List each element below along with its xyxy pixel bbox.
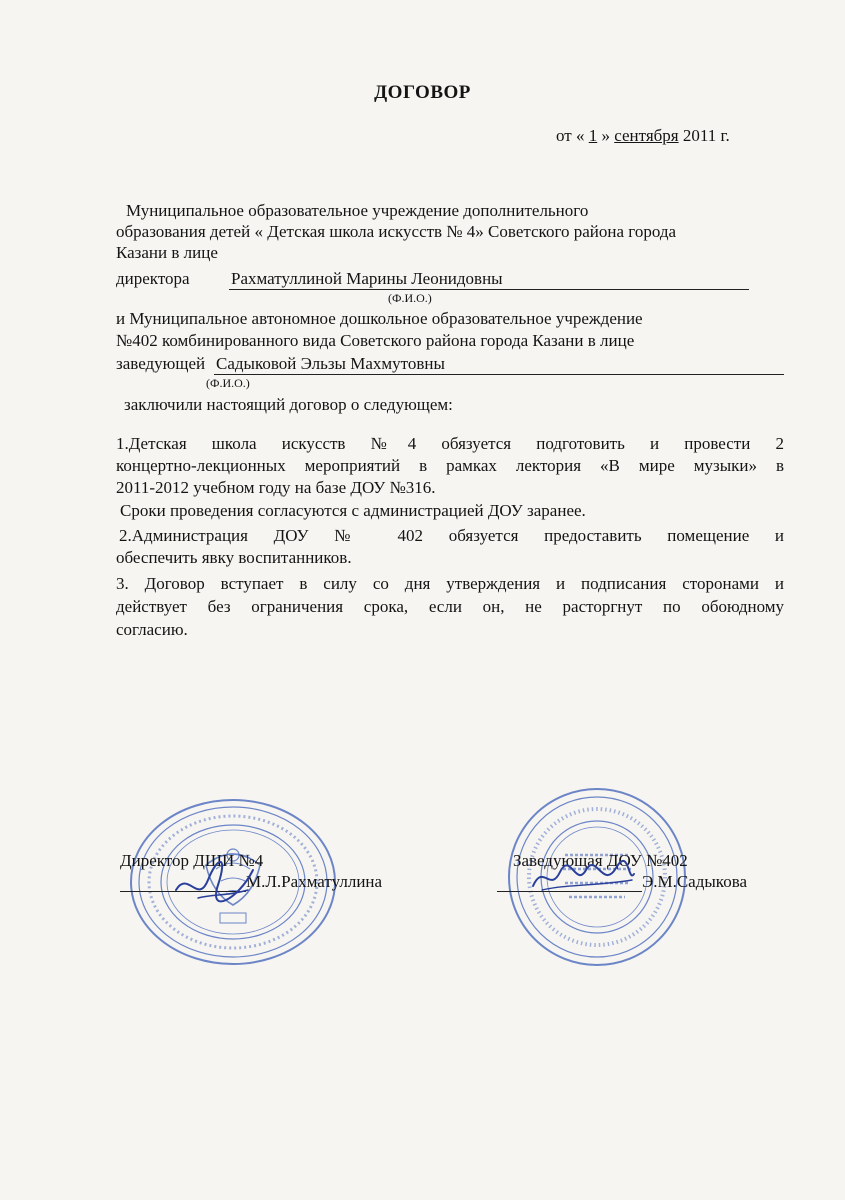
head-name-underline: [214, 374, 784, 375]
document-date: [556, 126, 730, 146]
right-handwritten-signature: [528, 858, 638, 898]
intro-line-1: Муниципальное образовательное учреждение дополнительного: [126, 201, 589, 220]
intro-line-5: №402 комбинированного вида Советского района города Казани в лице: [116, 331, 635, 350]
date-day: 1: [588, 126, 598, 145]
clause-1-line-1: 1.Детская школа искусств №4 обязуется подготовить и провести 2: [116, 434, 784, 453]
clause-2-line-1: 2.Администрация ДОУ № 402 обязуется предоставить помещение и: [119, 526, 784, 545]
left-handwritten-signature: [168, 850, 258, 910]
director-fio-caption: (Ф.И.О.): [388, 291, 432, 305]
date-year: 2011 г.: [682, 126, 730, 145]
director-label: директора: [116, 269, 190, 288]
right-signatory-title: Заведующая ДОУ №402: [513, 851, 688, 870]
clause-3-line-2: действует без ограничения срока, если он, не расторгнут по обоюдному: [116, 597, 784, 616]
date-month: сентября: [614, 126, 679, 145]
intro-line-2: образования детей « Детская школа искусств № 4» Советского района города: [116, 222, 677, 241]
right-signatory-name: Э.М.Садыкова: [642, 872, 748, 891]
clause-1-line-2: концертно-лекционных мероприятий в рамках лектория «В мире музыки» в: [116, 456, 784, 475]
clause-2-line-2: обеспечить явку воспитанников.: [116, 548, 352, 567]
date-mid: »: [601, 126, 610, 145]
intro-line-4: и Муниципальное автономное дошкольное образовательное учреждение: [116, 309, 643, 328]
clause-1-line-3: 2011-2012 учебном году на базе ДОУ №316.: [116, 478, 436, 497]
head-label: заведующей: [116, 354, 206, 373]
head-name: Садыковой Эльзы Махмутовны: [216, 354, 445, 373]
head-fio-caption: (Ф.И.О.): [206, 376, 250, 390]
director-name: Рахматуллиной Марины Леонидовны: [231, 269, 503, 288]
left-signatory-name: М.Л.Рахматуллина: [246, 872, 383, 891]
intro-line-3: Казани в лице: [116, 243, 218, 262]
intro-line-6: заключили настоящий договор о следующем:: [124, 395, 453, 414]
left-signatory-title: Директор ДШИ №4: [120, 851, 264, 870]
clause-3-line-3: согласию.: [116, 620, 188, 639]
director-name-underline: [229, 289, 749, 290]
document-title: ДОГОВОР: [374, 82, 471, 103]
clause-1-line-4: Сроки проведения согласуются с администрацией ДОУ заранее.: [120, 501, 586, 520]
date-prefix: от «: [556, 126, 585, 145]
clause-3-line-1: 3. Договор вступает в силу со дня утверждения и подписания сторонами и: [116, 574, 784, 593]
